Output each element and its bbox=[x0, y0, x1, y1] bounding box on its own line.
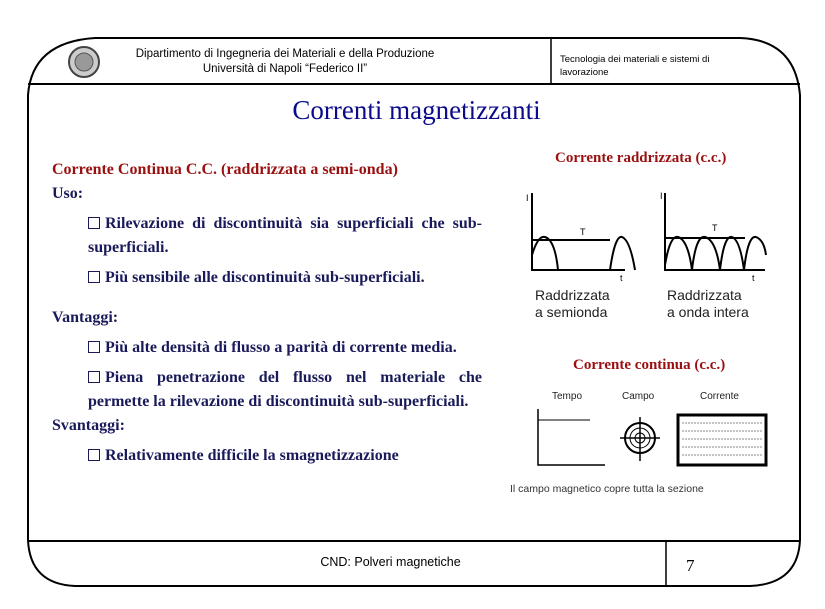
dc-caption: Il campo magnetico copre tutta la sezione bbox=[510, 483, 704, 495]
dc-figure bbox=[530, 405, 770, 475]
label-line: a onda intera bbox=[667, 304, 749, 320]
rectified-waveform-figure bbox=[520, 185, 770, 285]
department-name: Dipartimento di Ingegneria dei Materiali e della Produzione bbox=[135, 48, 435, 60]
bullet-icon bbox=[88, 341, 100, 353]
slide-title: Correnti magnetizzanti bbox=[292, 95, 541, 125]
bullet-icon bbox=[88, 217, 100, 229]
tempo-label: Tempo bbox=[552, 391, 583, 402]
svantaggi-label: Svantaggi: bbox=[52, 417, 125, 434]
axis-t-label: t bbox=[752, 273, 755, 283]
corrente-label: Corrente bbox=[700, 391, 739, 402]
label-line: Raddrizzata bbox=[535, 287, 610, 303]
period-label: T bbox=[712, 223, 718, 233]
page-number: 7 bbox=[686, 556, 695, 575]
university-name: Università di Napoli “Federico II” bbox=[202, 63, 368, 75]
axis-i-label: I bbox=[526, 193, 529, 203]
bullet-icon bbox=[88, 449, 100, 461]
period-label: T bbox=[580, 227, 586, 237]
course-name: Tecnologia dei materiali e sistemi di lavorazione bbox=[560, 54, 710, 78]
uso-label: Uso: bbox=[52, 185, 84, 202]
vantaggi-item bbox=[88, 366, 482, 414]
item-text: Più alte densità di flusso a parità di corrente media. bbox=[105, 339, 457, 356]
item-text: Rilevazione di discontinuità sia superficiali che sub-superficiali. bbox=[88, 215, 482, 256]
svantaggi-item bbox=[88, 444, 482, 468]
department-header bbox=[110, 47, 460, 77]
bullet-icon bbox=[88, 271, 100, 283]
label-line: a semionda bbox=[535, 304, 608, 320]
label-line: Raddrizzata bbox=[667, 287, 742, 303]
vantaggi-item bbox=[88, 336, 482, 360]
dc-heading: Corrente continua (c.c.) bbox=[573, 357, 726, 373]
item-text: Più sensibile alle discontinuità sub-superficiali. bbox=[105, 269, 425, 286]
university-seal-logo bbox=[69, 47, 99, 77]
left-column bbox=[52, 158, 482, 468]
half-wave-label bbox=[535, 287, 610, 321]
full-wave-label bbox=[667, 287, 749, 321]
vantaggi-label: Vantaggi: bbox=[52, 309, 119, 326]
uso-item bbox=[88, 266, 482, 290]
campo-label: Campo bbox=[622, 391, 655, 402]
section-heading: Corrente Continua C.C. (raddrizzata a semi-onda) bbox=[52, 161, 398, 178]
item-text: Piena penetrazione del flusso nel materiale che permette la rilevazione di discontinuità sub-superficiali. bbox=[88, 369, 482, 410]
item-text: Relativamente difficile la smagnetizzazione bbox=[105, 447, 399, 464]
uso-item bbox=[88, 212, 482, 260]
bullet-icon bbox=[88, 371, 100, 383]
axis-t-label: t bbox=[620, 273, 623, 283]
footer-title: CND: Polveri magnetiche bbox=[320, 555, 461, 569]
rectified-heading: Corrente raddrizzata (c.c.) bbox=[555, 150, 727, 166]
axis-i-label: I bbox=[660, 191, 663, 201]
